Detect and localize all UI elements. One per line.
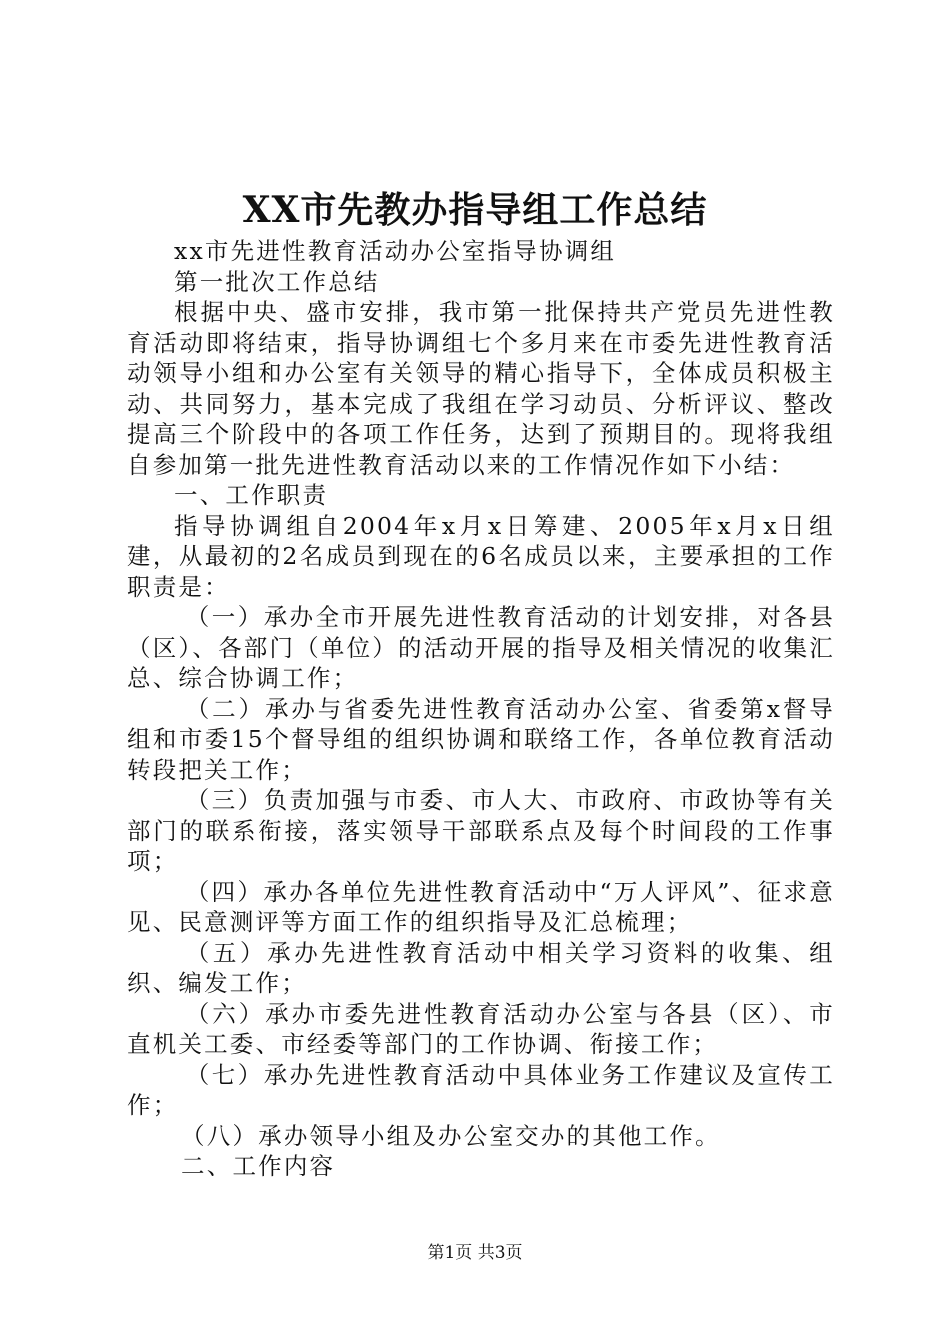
- document-title: XX市先教办指导组工作总结: [242, 189, 708, 231]
- section-heading-content: 二、工作内容: [181, 1152, 336, 1180]
- paragraph-subtitle: 第一批次工作总结: [174, 267, 380, 296]
- duty-item-8: （八）承办领导小组及办公室交办的其他工作。: [181, 1121, 721, 1150]
- section-heading-duties: 一、工作职责: [174, 481, 329, 509]
- paragraph-duties-intro: 指导协调组自2004年x月x日筹建、2005年x月x日组建，从最初的2名成员到现在的6名成员以来，主要承担的工作职责是：: [127, 511, 835, 601]
- paragraph-intro: 根据中央、盛市安排，我市第一批保持共产党员先进性教育活动即将结束，指导协调组七个多月来在市委先进性教育活动领导小组和办公室有关领导的精心指导下，全体成员积极主动、共同努力，基本完成了我组在学习动员、分析评议、整改提高三个阶段中的各项工作任务，达到了预期目的。现将我组自参加第一批先进性教育活动以来的工作情况作如下小结：: [127, 298, 835, 479]
- duty-item-3: （三）负责加强与市委、市人大、市政府、市政协等有关部门的联系衔接，落实领导干部联系点及每个时间段的工作事项；: [127, 786, 835, 875]
- duty-item-6: （六）承办市委先进性教育活动办公室与各县（区）、市直机关工委、市经委等部门的工作协调、衔接工作；: [127, 999, 835, 1058]
- document-body: [127, 236, 835, 1182]
- duty-item-1: （一）承办全市开展先进性教育活动的计划安排，对各县（区）、各部门（单位）的活动开展的指导及相关情况的收集汇总、综合协调工作；: [127, 603, 835, 692]
- duty-item-7: （七）承办先进性教育活动中具体业务工作建议及宣传工作；: [127, 1060, 835, 1119]
- duty-item-4: （四）承办各单位先进性教育活动中“万人评风”、征求意见、民意测评等方面工作的组织指导及汇总梳理；: [127, 877, 835, 936]
- page-footer: 第1页 共3页: [427, 1243, 523, 1263]
- paragraph-office-name: xx市先进性教育活动办公室指导协调组: [174, 237, 617, 265]
- duty-item-2: （二）承办与省委先进性教育活动办公室、省委第x督导组和市委15个督导组的组织协调和联络工作，各单位教育活动转段把关工作；: [127, 694, 835, 784]
- duty-item-5: （五）承办先进性教育活动中相关学习资料的收集、组织、编发工作；: [127, 938, 835, 997]
